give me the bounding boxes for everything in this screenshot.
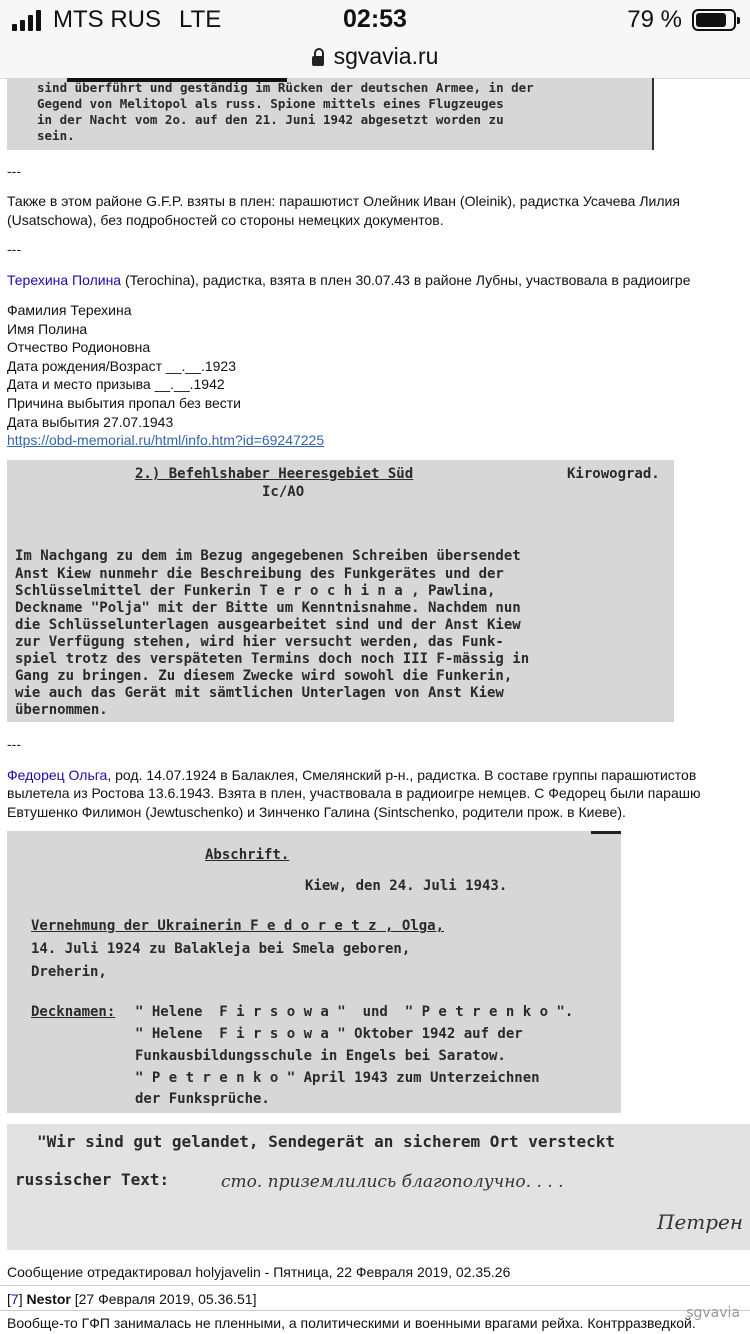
memorial-link[interactable]: https://obd-memorial.ru/html/info.htm?id=69247225 [7, 432, 325, 448]
paragraph-line: вылетела из Ростова 13.6.1943. Взята в плен, участвовала в радиоигре немцев. С Федорец были парашю [7, 785, 701, 801]
paragraph-line: (Usatschowa), без подробностей со стороны немецких документов. [7, 212, 444, 228]
record-line: Фамилия Терехина [7, 302, 132, 318]
fedorets-text: , род. 14.07.1924 в Балаклея, Смелянский р-н., радистка. В составе группы парашютистов [107, 767, 697, 783]
scan-line: "Wir sind gut gelandet, Sendegerät an sicherem Ort versteckt [37, 1132, 615, 1151]
edited-note: Сообщение отредактировал holyjavelin - Пятница, 22 Февраля 2019, 02.35.26 [7, 1264, 511, 1280]
divider [0, 1310, 750, 1311]
post-text: Вообще-то ГФП занималась не пленными, а политическими и военными врагами рейха. Контрразведкой. [7, 1315, 696, 1331]
separator: --- [7, 241, 21, 257]
url-text: sgvavia.ru [333, 43, 439, 69]
scan-line: die Schlüsselunterlagen ausgearbeitet sind und der Anst Kiew [15, 617, 521, 633]
document-scan-4 [7, 1124, 750, 1250]
scan-place: Kirowograd. [567, 466, 660, 482]
carrier-name: MTS RUS [53, 6, 161, 33]
scan-line: Dreherin, [31, 964, 107, 980]
terehina-link[interactable]: Терехина Полина [7, 272, 122, 288]
scan-line: Vernehmung der Ukrainerin F e d o r e t z , Olga, [31, 918, 445, 934]
battery-icon [692, 9, 736, 31]
clock: 02:53 [343, 5, 407, 33]
document-scan-1 [7, 78, 654, 150]
scan-line: " Helene F i r s o w a " und " P e t r e n k o ". [135, 1004, 574, 1020]
status-bar [0, 0, 750, 40]
scan-line: wie auch das Gerät mit sämtlichen Unterlagen von Anst Kiew [15, 685, 504, 701]
fedorets-paragraph [7, 766, 696, 785]
scan-line: spiel trotz des verspäteten Termins doch noch III F-mässig in [15, 651, 530, 667]
document-scan-2 [7, 460, 674, 722]
scan-header: 2.) Befehlshaber Heeresgebiet Süd [135, 466, 414, 482]
scan-line: übernommen. [15, 702, 108, 718]
watermark: sgvavia [686, 1305, 740, 1321]
scan-line: zur Verfügung stehen, wird hier versucht werden, das Funk- [15, 634, 504, 650]
scan-line: 14. Juli 1924 zu Balakleja bei Smela geboren, [31, 941, 411, 957]
record-line: Дата рождения/Возраст __.__.1923 [7, 358, 236, 374]
battery-percent: 79 % [627, 6, 682, 33]
divider [0, 1285, 750, 1286]
address-bar[interactable] [0, 40, 750, 79]
paragraph-line: Также в этом районе G.F.P. взяты в плен: парашютист Олейник Иван (Oleinik), радистка Усачева Лилия [7, 193, 680, 209]
post-number-link[interactable]: 7 [10, 1291, 19, 1307]
post-author[interactable]: Nestor [26, 1291, 71, 1307]
record-line: Причина выбытия пропал без вести [7, 395, 242, 411]
scan-line: Anst Kiew nunmehr die Beschreibung des Funkgerätes und der [15, 566, 504, 582]
scan-line: in der Nacht vom 2o. auf den 21. Juni 1942 abgesetzt worden zu [37, 112, 504, 127]
scan-line: Gegend von Melitopol als russ. Spione mittels eines Flugzeuges [37, 96, 504, 111]
scan-signature: Петрен [657, 1210, 744, 1234]
scan-title: Abschrift. [205, 847, 290, 863]
scan-handwriting: сто. приземлились благополучно. . . . [221, 1172, 564, 1192]
separator: --- [7, 736, 21, 752]
record-line: Дата и место призыва __.__.1942 [7, 376, 225, 392]
scan-deck-label: Decknamen: [31, 1004, 116, 1020]
document-scan-3 [7, 831, 621, 1113]
scan-line: Gang zu bringen. Zu diesem Zwecke wird sowohl die Funkerin, [15, 668, 513, 684]
terehina-paragraph [7, 271, 691, 290]
scan-line: Deckname "Polja" mit der Bitte um Kenntnisnahme. Nachdem nun [15, 600, 521, 616]
scan-line: Funkausbildungsschule in Engels bei Saratow. [135, 1048, 506, 1064]
scan-line: der Funksprüche. [135, 1091, 270, 1107]
network-type: LTE [179, 6, 222, 33]
fedorets-link[interactable]: Федорец Ольга [7, 767, 108, 783]
scan-line: sind überführt und geständig im Rücken der deutschen Armee, in der [37, 80, 534, 95]
scan-line: sein. [37, 128, 75, 143]
record-line: Отчество Родионовна [7, 339, 151, 355]
scan-label: russischer Text: [15, 1170, 170, 1189]
scan-sub: Ic/AO [262, 484, 305, 500]
record-line: Имя Полина [7, 321, 88, 337]
scan-line: " P e t r e n k o " April 1943 zum Unterzeichnen [135, 1070, 540, 1086]
scan-line: " Helene F i r s o w a " Oktober 1942 auf der [135, 1026, 523, 1042]
post-date: [27 Февраля 2019, 05.36.51] [74, 1291, 257, 1307]
separator: --- [7, 163, 21, 179]
terehina-text: (Terochina), радистка, взята в плен 30.07.43 в районе Лубны, участвовала в радиоигре [121, 272, 691, 288]
scan-line: Schlüsselmittel der Funkerin T e r o c h i n a , Pawlina, [15, 583, 496, 599]
lock-icon [312, 56, 324, 66]
record-line: Дата выбытия 27.07.1943 [7, 414, 174, 430]
scan-date: Kiew, den 24. Juli 1943. [305, 878, 508, 894]
post-header: [7] Nestor [27 Февраля 2019, 05.36.51] [7, 1291, 257, 1307]
scan-line: Im Nachgang zu dem im Bezug angegebenen Schreiben übersendet [15, 548, 521, 564]
paragraph-line: Евтушенко Филимон (Jewtuschenko) и Зинченко Галина (Sintschenko, родители прож. в Киеве). [7, 804, 626, 820]
